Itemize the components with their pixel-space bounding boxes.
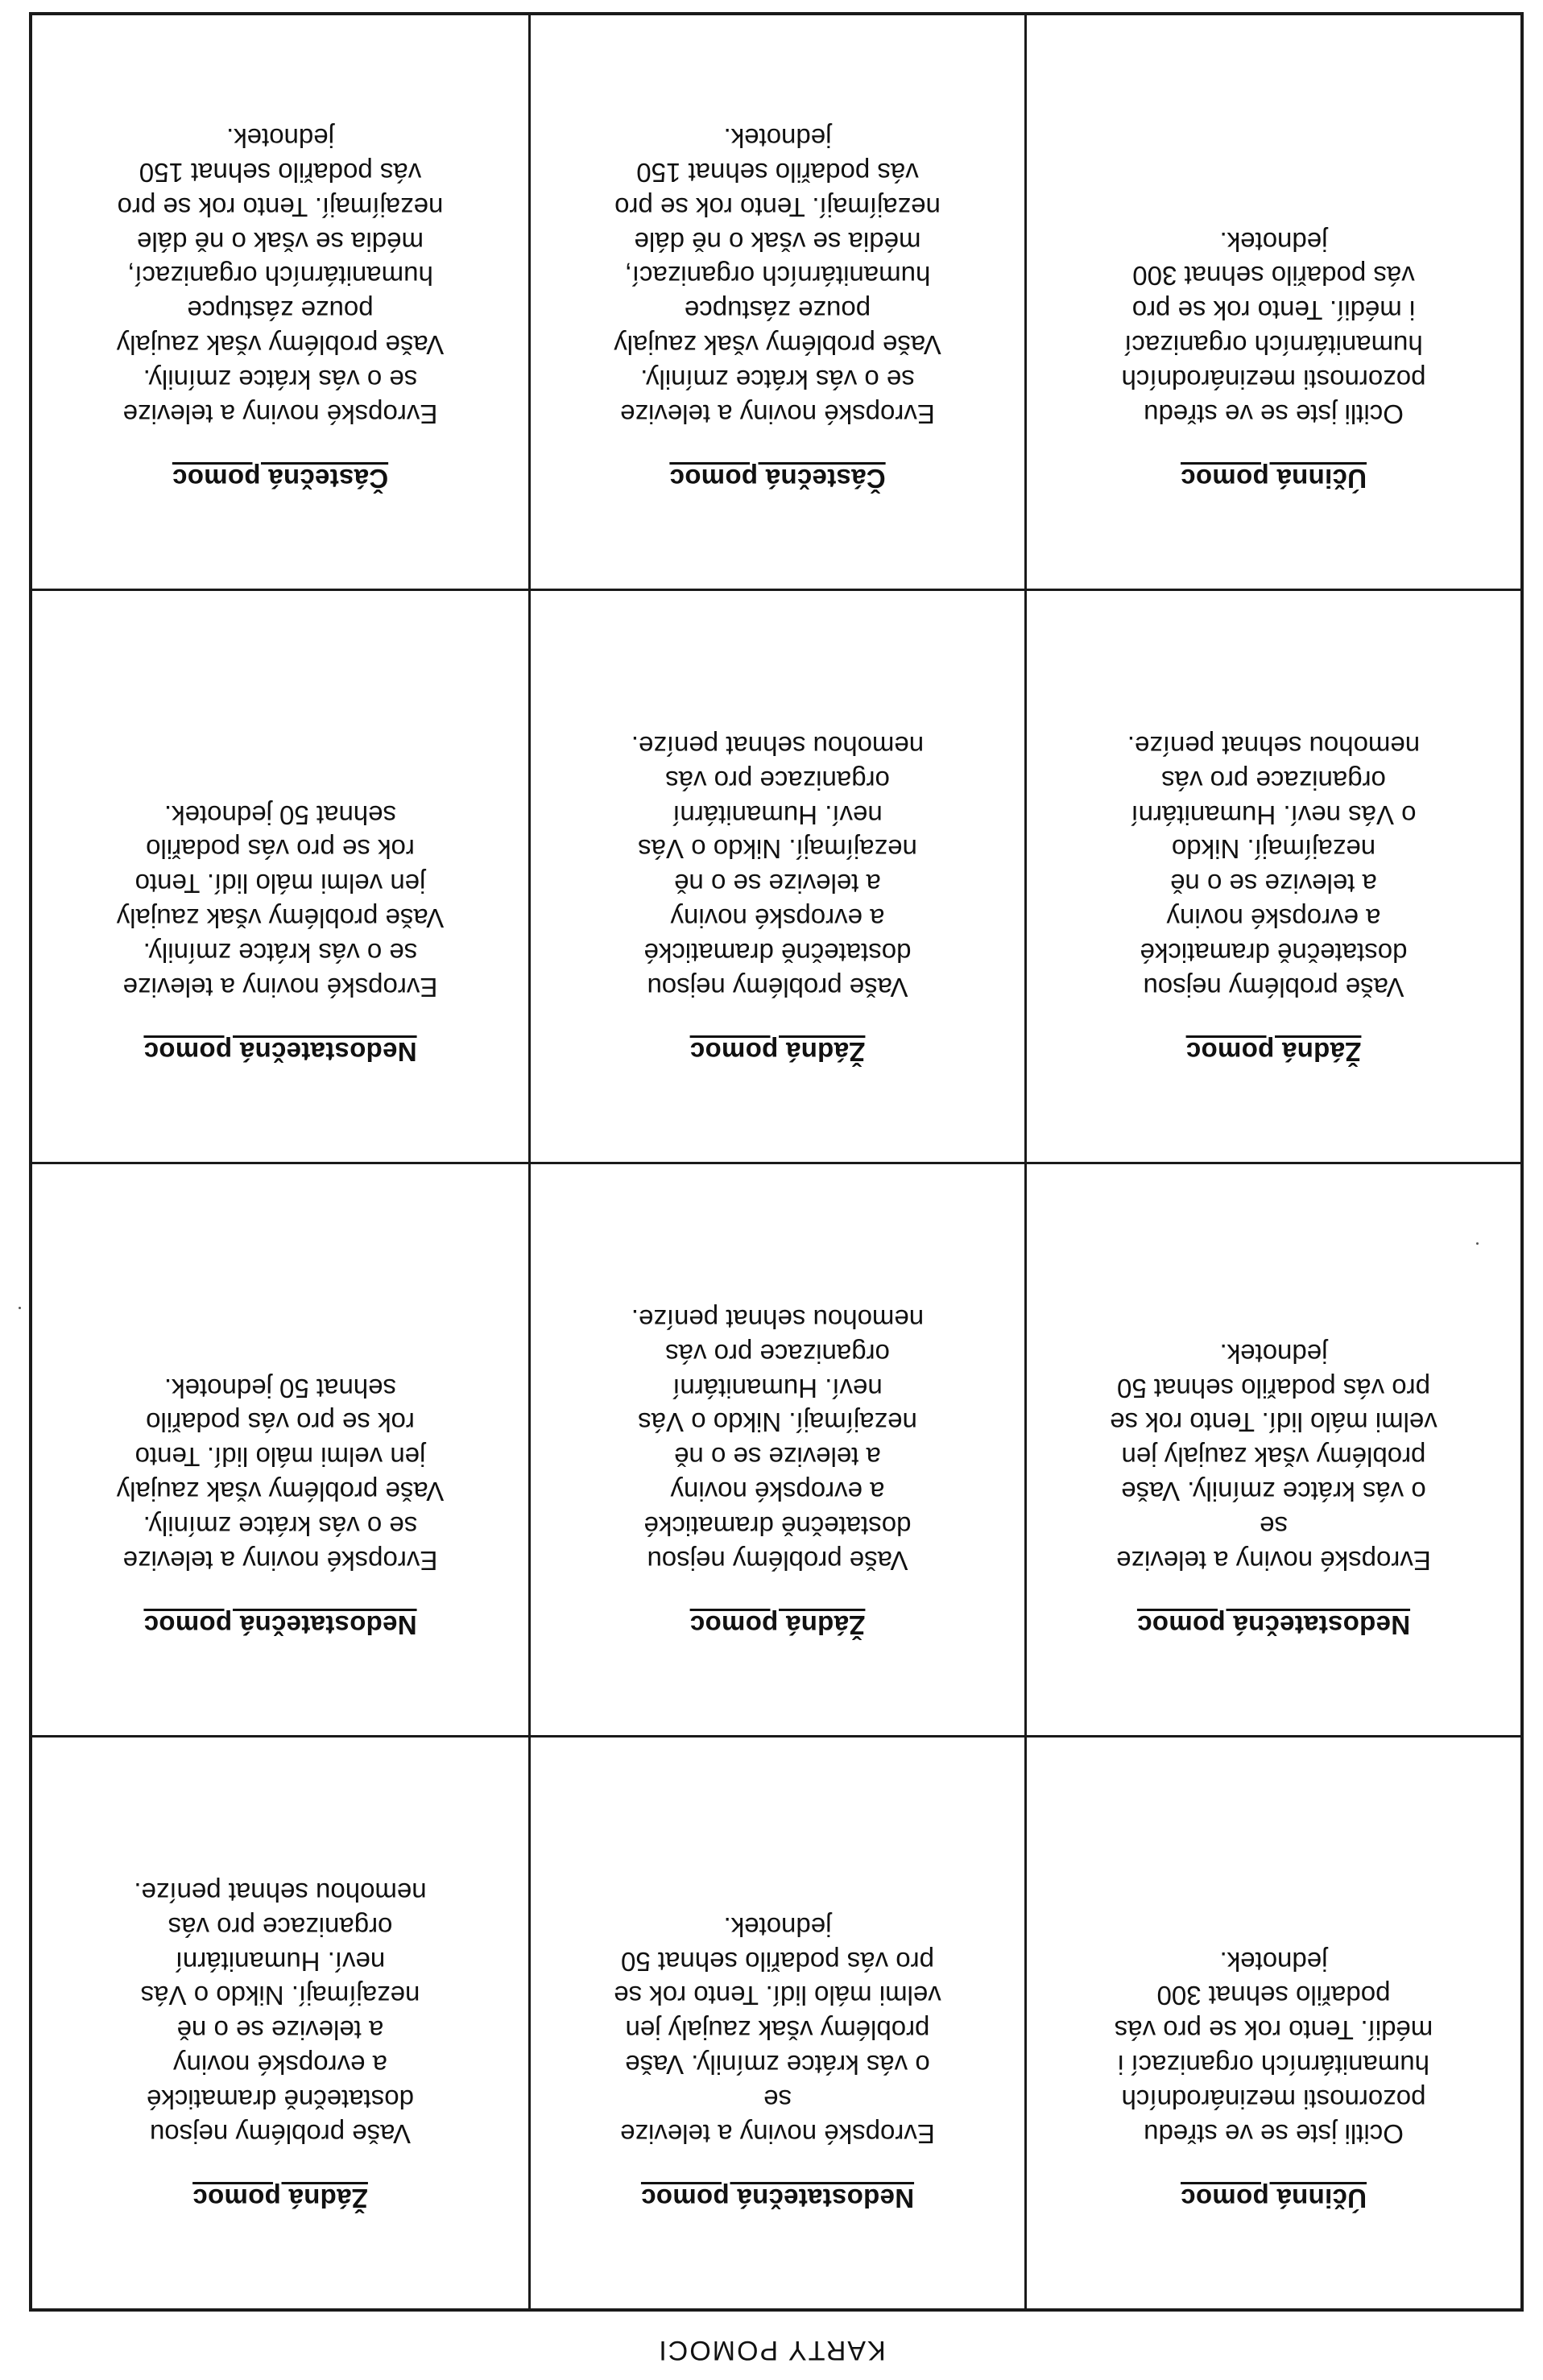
card bbox=[1024, 589, 1520, 1162]
card bbox=[528, 1735, 1024, 2308]
card-title: Částečná pomoc bbox=[172, 464, 389, 494]
card-grid bbox=[29, 12, 1524, 2312]
card-title: Účinná pomoc bbox=[1181, 464, 1367, 494]
card bbox=[528, 589, 1024, 1162]
card-body: Vaše problémy nejsou dostatečně dramatické a evropské noviny a televize se o ně nezajímají. Nikdo o Vás neví. Humanitární organizace pro vás nemohou sehnat peníze. bbox=[631, 730, 925, 1002]
card-title: Žádná pomoc bbox=[192, 2184, 368, 2213]
card-title: Nedostatečná pomoc bbox=[143, 1037, 417, 1067]
card-title: Žádná pomoc bbox=[689, 1610, 866, 1640]
scan-speck bbox=[1476, 1242, 1479, 1245]
card-body: Evropské noviny a televize se o vás krátce zmínily. Vaše problémy však zaujaly jen velmi málo lidí. Tento rok se pro vás podařilo sehnat 50 jednotek. bbox=[116, 800, 445, 1002]
card-title: Částečná pomoc bbox=[669, 464, 886, 494]
card bbox=[528, 15, 1024, 589]
scan-speck bbox=[19, 1307, 21, 1309]
card bbox=[528, 1162, 1024, 1735]
card-title: Nedostatečná pomoc bbox=[143, 1610, 417, 1640]
card-title: Účinná pomoc bbox=[1181, 2184, 1367, 2213]
card bbox=[32, 1162, 528, 1735]
card-body: Evropské noviny a televize se o vás krátce zmínily. Vaše problémy však zaujaly pouze zástupce humanitárních organizací, média se však o ně dále nezajímají. Tento rok se pro vás podařilo sehnat 150 jednotek. bbox=[614, 122, 941, 429]
card-body: Evropské noviny a televize se o vás krátce zmínily. Vaše problémy však zaujaly jen velmi málo lidí. Tento rok se pro vás podařilo sehnat 50 jednotek. bbox=[614, 1911, 941, 2149]
card bbox=[1024, 15, 1520, 589]
card-title: Nedostatečná pomoc bbox=[640, 2184, 915, 2213]
card-body: Vaše problémy nejsou dostatečně dramatické a evropské noviny a televize se o ně nezajímají. Nikdo o Vás neví. Humanitární organizace pro vás nemohou sehnat peníze. bbox=[134, 1877, 427, 2149]
card-body: Ocitli jste se ve středu pozornosti mezinárodních humanitárních organizací i médií. Tento rok se pro vás podařilo sehnat 300 jednotek. bbox=[1114, 1946, 1433, 2149]
card bbox=[1024, 1162, 1520, 1735]
card-body: Ocitli jste se ve středu pozornosti mezinárodních humanitárních organizací i médií. Tento rok se pro vás podařilo sehnat 300 jednotek. bbox=[1121, 226, 1426, 429]
card-title: Žádná pomoc bbox=[689, 1037, 866, 1067]
card-body: Evropské noviny a televize se o vás krátce zmínily. Vaše problémy však zaujaly pouze zástupce humanitárních organizací, média se však o ně dále nezajímají. Tento rok se pro vás podařilo sehnat 150 jednotek. bbox=[116, 122, 445, 429]
page-caption: KARTY POMOCI bbox=[657, 2335, 886, 2366]
card-body: Evropské noviny a televize se o vás krátce zmínily. Vaše problémy však zaujaly jen velmi málo lidí. Tento rok se pro vás podařilo sehnat 50 jednotek. bbox=[1110, 1338, 1438, 1576]
card bbox=[1024, 1735, 1520, 2308]
card-body: Evropské noviny a televize se o vás krátce zmínily. Vaše problémy však zaujaly jen velmi málo lidí. Tento rok se pro vás podařilo sehnat 50 jednotek. bbox=[116, 1373, 445, 1576]
card bbox=[32, 1735, 528, 2308]
card-body: Vaše problémy nejsou dostatečně dramatické a evropské noviny a televize se o ně nezajímají. Nikdo o Vás neví. Humanitární organizace pro vás nemohou sehnat peníze. bbox=[1127, 730, 1421, 1002]
card bbox=[32, 589, 528, 1162]
card bbox=[32, 15, 528, 589]
card-title: Nedostatečná pomoc bbox=[1136, 1610, 1411, 1640]
card-title: Žádná pomoc bbox=[1185, 1037, 1362, 1067]
card-body: Vaše problémy nejsou dostatečně dramatické a evropské noviny a televize se o ně nezajímají. Nikdo o Vás neví. Humanitární organizace pro vás nemohou sehnat peníze. bbox=[631, 1304, 925, 1576]
